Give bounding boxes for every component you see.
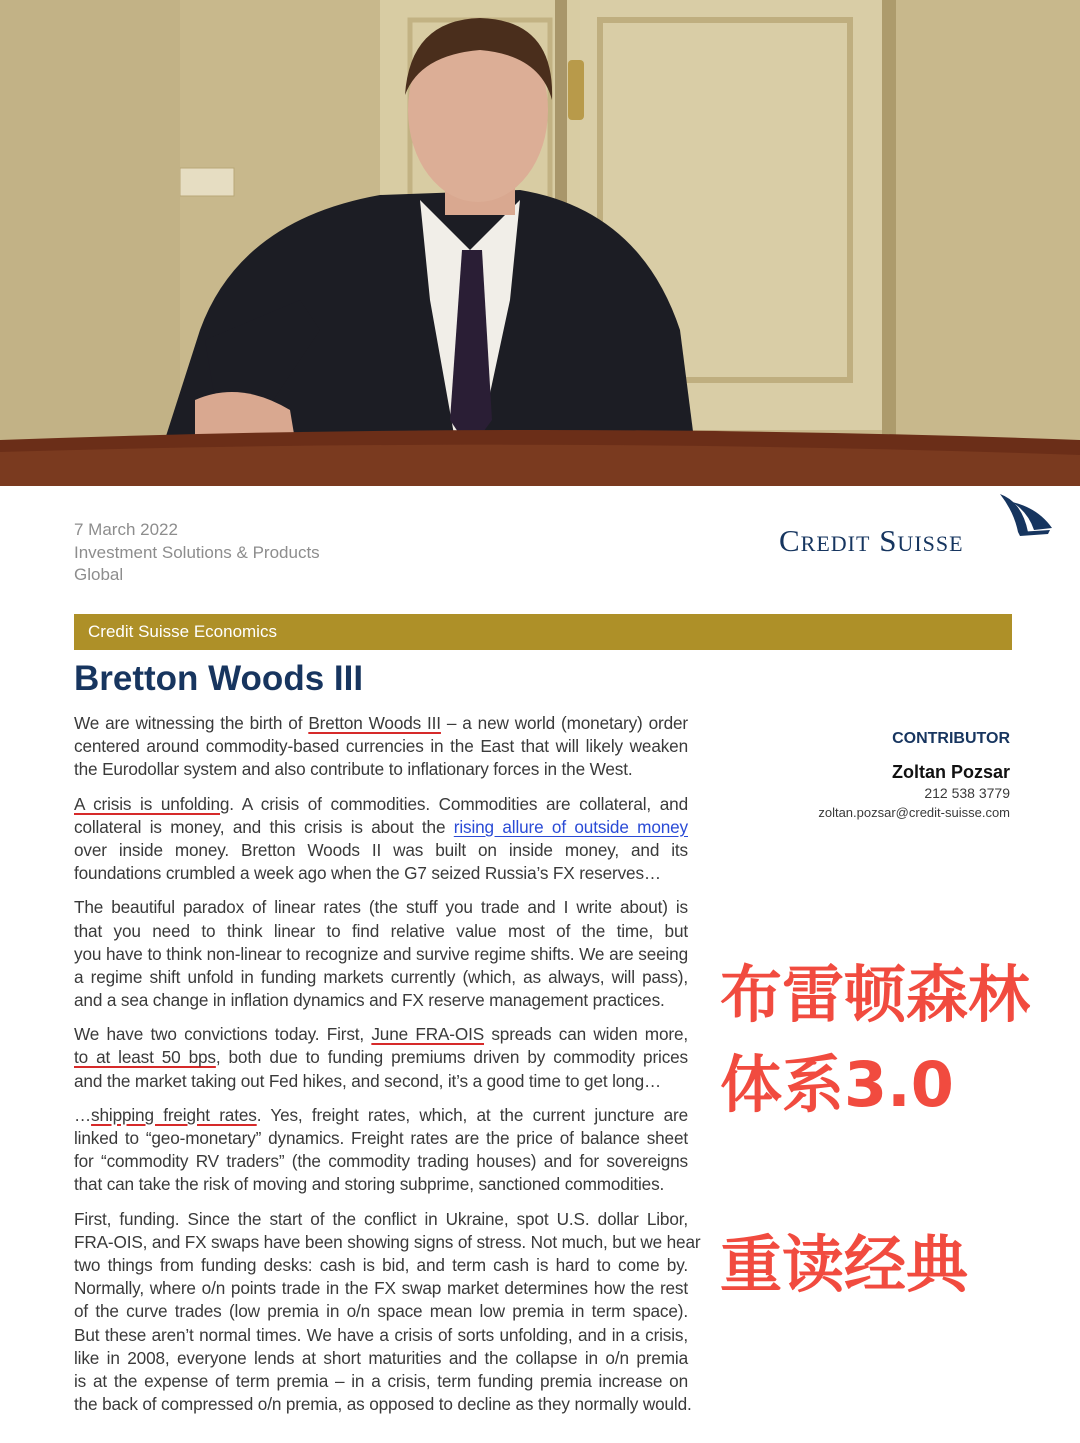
paragraph-4 [74, 1023, 688, 1093]
document-meta [74, 519, 320, 587]
text-line: …shipping freight rates. Yes, freight rates, which, at the current juncture are [74, 1104, 688, 1125]
text-line: to at least 50 bps, both due to funding premiums driven by commodity prices [74, 1047, 688, 1068]
paragraph-5 [74, 1104, 688, 1197]
contributor-label: CONTRIBUTOR [892, 730, 1010, 747]
text-line: the Eurodollar system and also contribute to inflationary forces in the West. [74, 759, 633, 780]
overlay-title-line-2: 体系3.0 [720, 1048, 954, 1121]
text-line: and a sea change in inflation dynamics and FX reserve management practices. [74, 990, 665, 1011]
section-band: Credit Suisse Economics [74, 614, 1012, 650]
outside-money-link[interactable]: rising allure of outside money [453, 816, 689, 837]
logo-text: Credit Suisse [779, 523, 964, 558]
contributor-name: Zoltan Pozsar [891, 762, 1010, 782]
contributor-block [710, 728, 1010, 822]
overlay-title-line-1: 布雷顿森林 [720, 958, 1031, 1031]
underlined-phrase: Bretton Woods III [308, 713, 441, 733]
text-line: two things from funding desks: cash is bid, and term cash is hard to come by. [74, 1254, 688, 1275]
text-line: collateral is money, and this crisis is about the rising allure of outside money [74, 816, 689, 837]
sails-icon [998, 492, 1054, 538]
text-line: that you need to think linear to find relative value most of the time, but [74, 920, 688, 941]
portrait-photo [0, 0, 1080, 486]
paragraph-1 [74, 712, 688, 782]
text-line: and the market taking out Fed hikes, and second, it’s a good time to get long… [74, 1070, 662, 1091]
text-line: a regime shift unfold in funding markets currently (which, as always, will pass), [74, 966, 688, 987]
contributor-email[interactable]: zoltan.pozsar@credit-suisse.com [818, 805, 1010, 820]
text-line: centered around commodity-based currencies in the East that will likely weaken [74, 736, 688, 757]
underlined-phrase: shipping freight rates [91, 1104, 257, 1125]
page-title: Bretton Woods III [74, 659, 364, 698]
underlined-phrase: A crisis is unfolding [74, 793, 230, 814]
text-line: First, funding. Since the start of the conflict in Ukraine, spot U.S. dollar Libor, [74, 1208, 688, 1229]
article-body [74, 712, 701, 1427]
credit-suisse-logo [776, 492, 1056, 572]
text-line: like in 2008, everyone lends at short maturities and the collapse in o/n premia [74, 1347, 688, 1368]
text-line: for “commodity RV traders” (the commodity trading houses) and for sovereigns [74, 1151, 688, 1172]
portrait-illustration [0, 0, 1080, 486]
overlay-subtitle: 重读经典 [720, 1228, 969, 1301]
text-line: But these aren’t normal times. We have a crisis of sorts unfolding, and in a crisis, [74, 1324, 688, 1345]
text-line: We have two convictions today. First, June FRA-OIS spreads can widen more, [74, 1024, 688, 1045]
text-line: A crisis is unfolding. A crisis of commodities. Commodities are collateral, and [74, 793, 688, 814]
underlined-phrase: to at least 50 bps [74, 1047, 216, 1068]
paragraph-3 [74, 896, 688, 1012]
document-department: Investment Solutions & Products [74, 542, 320, 562]
document-date: 7 March 2022 [74, 520, 178, 539]
underlined-phrase: June FRA-OIS [371, 1024, 485, 1045]
text-line: that can take the risk of moving and storing subprime, sanctioned commodities. [74, 1174, 665, 1195]
text-line: linked to “geo-monetary” dynamics. Freight rates are the price of balance sheet [74, 1128, 688, 1148]
document-region: Global [74, 565, 124, 584]
text-line: foundations crumbled a week ago when the G7 seized Russia’s FX reserves… [74, 863, 661, 884]
contributor-phone: 212 538 3779 [924, 785, 1010, 801]
text-line: FRA-OIS, and FX swaps have been showing signs of stress. Not much, but we hear [74, 1231, 701, 1252]
paragraph-6 [74, 1208, 701, 1417]
text-line: of the curve trades (low premia in o/n space mean low premia in term space). [74, 1301, 688, 1322]
paragraph-2 [74, 793, 688, 886]
text-line: The beautiful paradox of linear rates (the stuff you trade and I write about) is [74, 897, 688, 918]
text-line: We are witnessing the birth of Bretton Woods III – a new world (monetary) order [74, 713, 688, 733]
text-line: Normally, where o/n points trade in the FX swap market determines how the rest [74, 1278, 688, 1299]
text-line: you have to think non-linear to recognize and survive regime shifts. We are seeing [74, 943, 688, 964]
text-line: the back of compressed o/n premia, as opposed to decline as they normally would. [74, 1394, 692, 1415]
text-line: over inside money. Bretton Woods II was built on inside money, and its [74, 839, 688, 860]
text-line: is at the expense of term premia – in a crisis, term funding premia increase on [74, 1370, 688, 1391]
